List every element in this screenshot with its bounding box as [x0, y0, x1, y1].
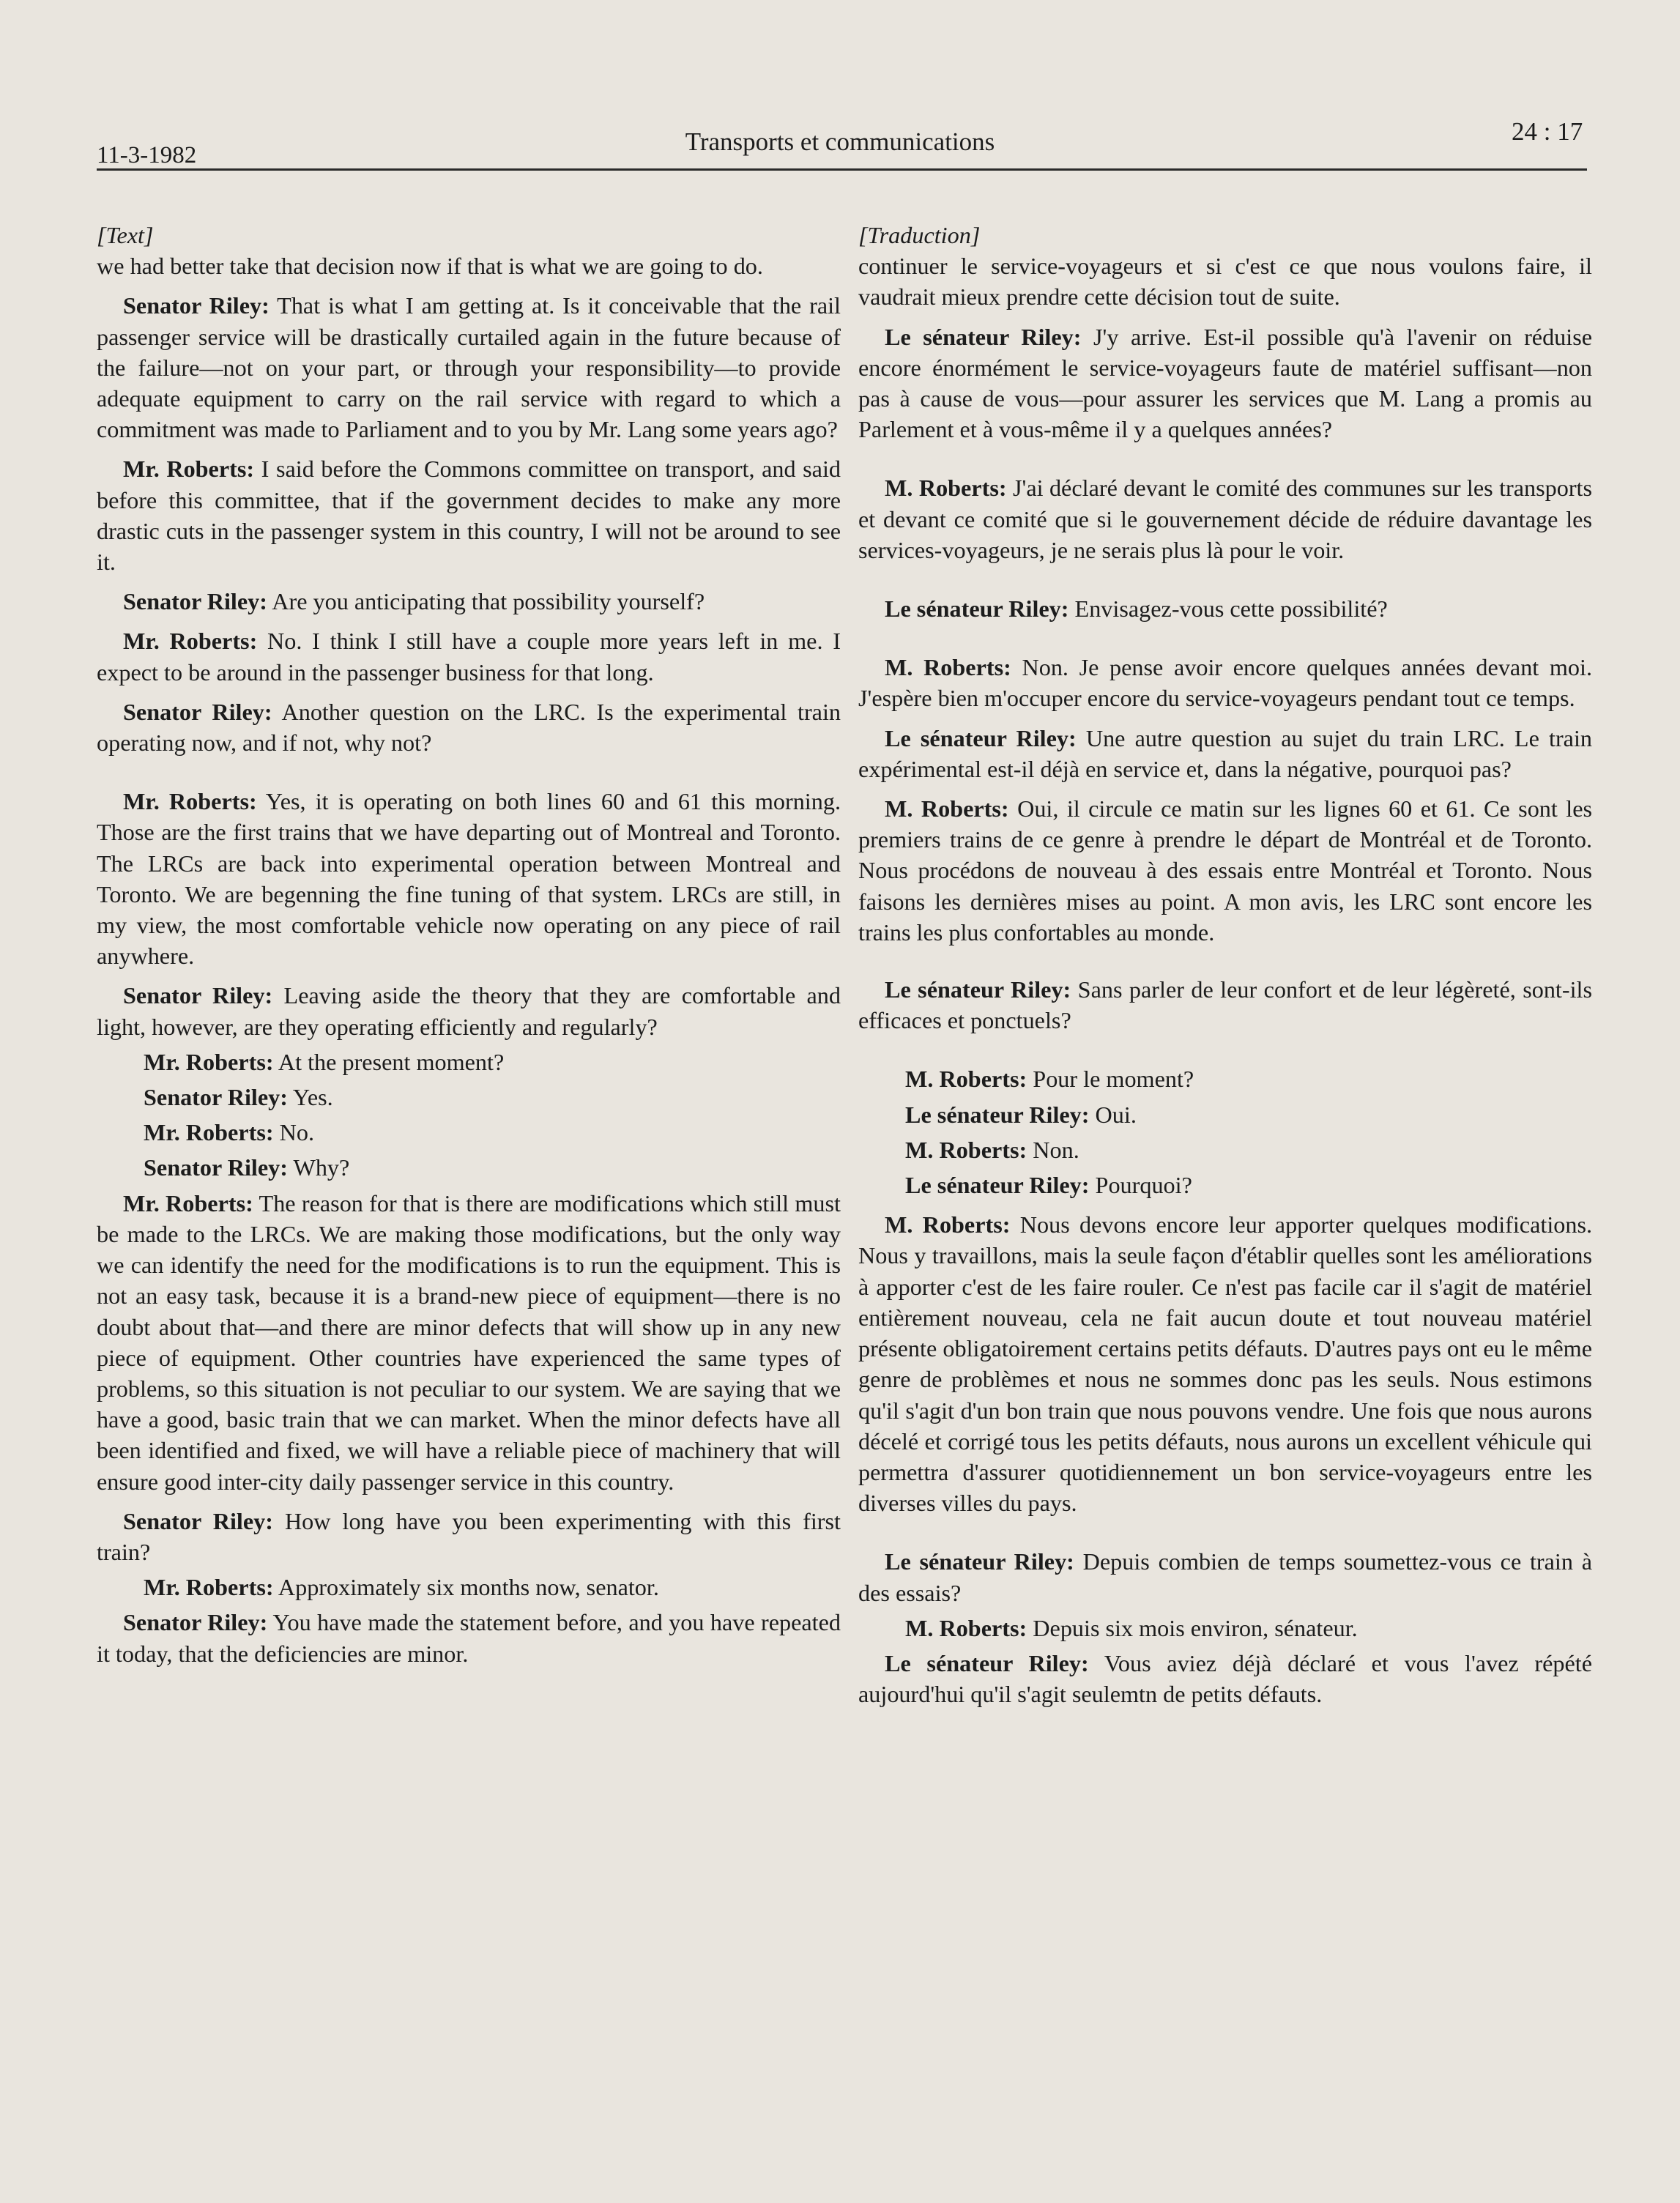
speech-text: Vous aviez déjà déclaré et vous l'avez répété aujourd'hui qu'il s'agit seulemtn de petits défauts. — [858, 1649, 1593, 1708]
transcript-paragraph — [144, 1117, 841, 1148]
speaker-name: Le sénateur Riley: — [905, 1172, 1090, 1199]
speech-text: Une autre question au sujet du train LRC. Le train expérimental est-il déjà en service et, dans la négative, pourquoi pas? — [858, 724, 1593, 782]
french-column — [858, 220, 1592, 1709]
transcript-paragraph — [97, 625, 841, 687]
speech-text: continuer le service-voyageurs et si c'est ce que nous voulons faire, il vaudrait mieux prendre cette décision tout de suite. — [858, 253, 1592, 311]
transcript-paragraph — [905, 1170, 1592, 1200]
speaker-name: Le sénateur Riley: — [885, 724, 1077, 751]
speech-text: Another question on the LRC. Is the experimental train operating now, and if not, why not? — [97, 698, 841, 757]
translation-tag: [Text] — [97, 222, 154, 248]
transcript-paragraph — [905, 1063, 1592, 1094]
speech-text: Why? — [293, 1154, 350, 1181]
speaker-name: Mr. Roberts: — [144, 1574, 274, 1601]
transcript-paragraph — [144, 1082, 841, 1112]
transcript-paragraph — [97, 586, 841, 617]
speech-text: Depuis combien de temps soumettez-vous ce train à des essais? — [858, 1548, 1592, 1606]
transcript-paragraph — [905, 1613, 1592, 1643]
speaker-name: Le sénateur Riley: — [885, 1649, 1089, 1676]
speech-text: J'ai déclaré devant le comité des communes sur les transports et devant ce comité que si le gouvernement décide de réduire davantage les services-voyageurs, je ne serais plus là pour le voir. — [858, 475, 1593, 563]
speech-text: Pour le moment? — [1033, 1066, 1194, 1093]
translation-tag: [Traduction] — [858, 222, 981, 248]
speech-text: Approximately six months now, senator. — [278, 1574, 659, 1601]
speech-text: Yes, it is operating on both lines 60 and 61 this morning. Those are the first trains that we have departing out of Montreal and Toronto. The LRCs are back into experimental operation between Montreal and Toronto. We are begenning the fine tuning of that system. LRCs are still, in my view, the most comfortable vehicle now operating on any piece of rail anywhere. — [97, 788, 841, 970]
page-number: 24 : 17 — [1512, 117, 1583, 146]
speech-text: Non. Je pense avoir encore quelques années devant moi. J'espère bien m'occuper encore du service-voyageurs pendant tout ce temps. — [858, 654, 1592, 712]
transcript-paragraph — [858, 472, 1592, 565]
transcript-paragraph — [97, 290, 841, 445]
speaker-name: Senator Riley: — [144, 1154, 288, 1181]
transcript-paragraph — [97, 980, 841, 1041]
transcript-paragraph — [858, 1209, 1592, 1518]
speaker-name: Senator Riley: — [123, 698, 272, 725]
speaker-name: Mr. Roberts: — [144, 1048, 274, 1075]
speaker-name: Senator Riley: — [123, 1609, 268, 1636]
speech-text: You have made the statement before, and you have repeated it today, that the deficiencies are minor. — [97, 1609, 841, 1667]
speech-text: Leaving aside the theory that they are comfortable and light, however, are they operating efficiently and regularly? — [97, 982, 841, 1040]
page-date: 11-3-1982 — [97, 142, 197, 168]
speech-text: Nous devons encore leur apporter quelques modifications. Nous y travaillons, mais la seule façon d'établir quelles sont les améliorations à apporter c'est de les faire rouler. Ce n'est pas facile car il s'agit de matériel entièrement nouveau, cela ne fait aucun doute et tout nouveau matériel présente obligatoirement certains petits défauts. D'autres pays ont eu le même genre de problèmes et nous ne sommes donc pas les seuls. Nous estimons qu'il s'agit d'un bon train que nous pouvons vendre. Une fois que nous aurons décelé et corrigé tous les petits défauts, nous aurons un excellent véhicule qui permettra d'assurer quotidiennement un bon service-voyageurs entre les diverses villes du pays. — [858, 1211, 1593, 1517]
speech-text: Oui, il circule ce matin sur les lignes 60 et 61. Ce sont les premiers trains de ce genre à prendre le départ de Montréal et de Toronto. Nous procédons de nouveau à des essais entre Montréal et Toronto. Nous faisons les dernières mises au point. A mon avis, les LRC sont encore les trains les plus confortables au monde. — [858, 795, 1593, 946]
transcript-paragraph — [144, 1572, 841, 1602]
transcript-paragraph — [858, 250, 1592, 312]
speech-text: I said before the Commons committee on transport, and said before this committee, that if the government decides to make any more drastic cuts in the passenger system in this country, I will not be around to see it. — [97, 456, 841, 576]
transcript-paragraph — [97, 1506, 841, 1567]
speaker-name: Mr. Roberts: — [144, 1119, 274, 1146]
transcript-paragraph — [97, 250, 841, 281]
transcript-paragraph — [858, 723, 1592, 784]
speaker-name: M. Roberts: — [885, 475, 1007, 502]
speaker-name: M. Roberts: — [905, 1066, 1027, 1093]
speech-text: Oui. — [1095, 1101, 1137, 1128]
speech-text: Pourquoi? — [1095, 1172, 1192, 1199]
speech-text: Sans parler de leur confort et de leur légèreté, sont-ils efficaces et ponctuels? — [858, 976, 1592, 1034]
transcript-paragraph — [97, 786, 841, 971]
transcript-paragraph — [858, 1648, 1592, 1709]
speaker-name: Senator Riley: — [123, 292, 270, 319]
speech-text: No. — [279, 1119, 315, 1146]
speaker-name: Mr. Roberts: — [123, 456, 255, 483]
transcript-paragraph — [858, 593, 1592, 624]
english-column — [97, 220, 841, 1669]
speaker-name: M. Roberts: — [905, 1136, 1027, 1163]
transcript-paragraph — [858, 974, 1592, 1036]
transcript-paragraph — [905, 1099, 1592, 1130]
speech-text: At the present moment? — [278, 1048, 505, 1075]
speaker-name: Senator Riley: — [123, 982, 273, 1009]
transcript-paragraph — [858, 652, 1592, 713]
speech-text: Depuis six mois environ, sénateur. — [1033, 1614, 1358, 1641]
speech-text: J'y arrive. Est-il possible qu'à l'avenir on réduise encore énormément le service-voyageurs faute de matériel suffisant—non pas à cause de vous—pour assurer les services que M. Lang a promis au Parlement et à vous-même il y a quelques années? — [858, 323, 1593, 443]
speaker-name: Le sénateur Riley: — [905, 1101, 1090, 1128]
speaker-name: M. Roberts: — [885, 795, 1009, 822]
speaker-name: Le sénateur Riley: — [885, 976, 1071, 1003]
speech-text: No. I think I still have a couple more years left in me. I expect to be around in the passenger business for that long. — [97, 628, 841, 686]
speech-text: Yes. — [292, 1084, 333, 1111]
speaker-name: Le sénateur Riley: — [885, 595, 1069, 623]
transcript-paragraph — [905, 1134, 1592, 1165]
speech-text: we had better take that decision now if that is what we are going to do. — [97, 253, 763, 280]
speaker-name: Mr. Roberts: — [123, 628, 258, 655]
page-title: Transports et communications — [685, 127, 995, 156]
speaker-name: M. Roberts: — [885, 654, 1011, 681]
transcript-paragraph — [97, 696, 841, 758]
speech-text: How long have you been experimenting with this first train? — [97, 1507, 841, 1565]
transcript-paragraph — [97, 1607, 841, 1668]
speaker-name: Senator Riley: — [144, 1084, 288, 1111]
speaker-name: Senator Riley: — [123, 588, 267, 615]
speech-text: Envisagez-vous cette possibilité? — [1074, 595, 1388, 623]
speech-text: That is what I am getting at. Is it conceivable that the rail passenger service will be drastically curtailed again in the future because of the failure—not on your part, or through your responsibility—to provide adequate equipment to carry on the rail service with regard to which a commitment was made to Parliament and to you by Mr. Lang some years ago? — [97, 292, 841, 443]
speaker-name: Le sénateur Riley: — [885, 323, 1082, 350]
speaker-name: M. Roberts: — [905, 1614, 1027, 1641]
transcript-paragraph — [858, 322, 1592, 445]
speech-text: Are you anticipating that possibility yourself? — [272, 588, 705, 615]
header-rule — [97, 168, 1587, 171]
transcript-paragraph — [97, 453, 841, 577]
speaker-name: Le sénateur Riley: — [885, 1548, 1074, 1575]
speaker-name: Mr. Roberts: — [123, 788, 257, 815]
speech-text: The reason for that is there are modifications which still must be made to the LRCs. We are making those modifications, but the only way we can identify the need for the modifications is to run the equipment. This is not an easy task, because it is a brand-new piece of equipment—there is no doubt about that—and there are minor defects that will show up in any new piece of equipment. Other countries have experienced the same types of problems, so this situation is not peculiar to our system. We are saying that we have a good, basic train that we can market. When the minor defects have all been identified and fixed, we will have a reliable piece of machinery that will ensure good inter-city daily passenger service in this country. — [97, 1189, 841, 1495]
transcript-paragraph — [97, 1188, 841, 1497]
speaker-name: M. Roberts: — [885, 1211, 1011, 1238]
speech-text: Non. — [1033, 1136, 1079, 1163]
speaker-name: Mr. Roberts: — [123, 1189, 253, 1216]
transcript-paragraph — [144, 1152, 841, 1183]
transcript-paragraph — [858, 1546, 1592, 1608]
transcript-paragraph — [858, 793, 1592, 948]
transcript-paragraph — [144, 1047, 841, 1077]
speaker-name: Senator Riley: — [123, 1507, 273, 1534]
